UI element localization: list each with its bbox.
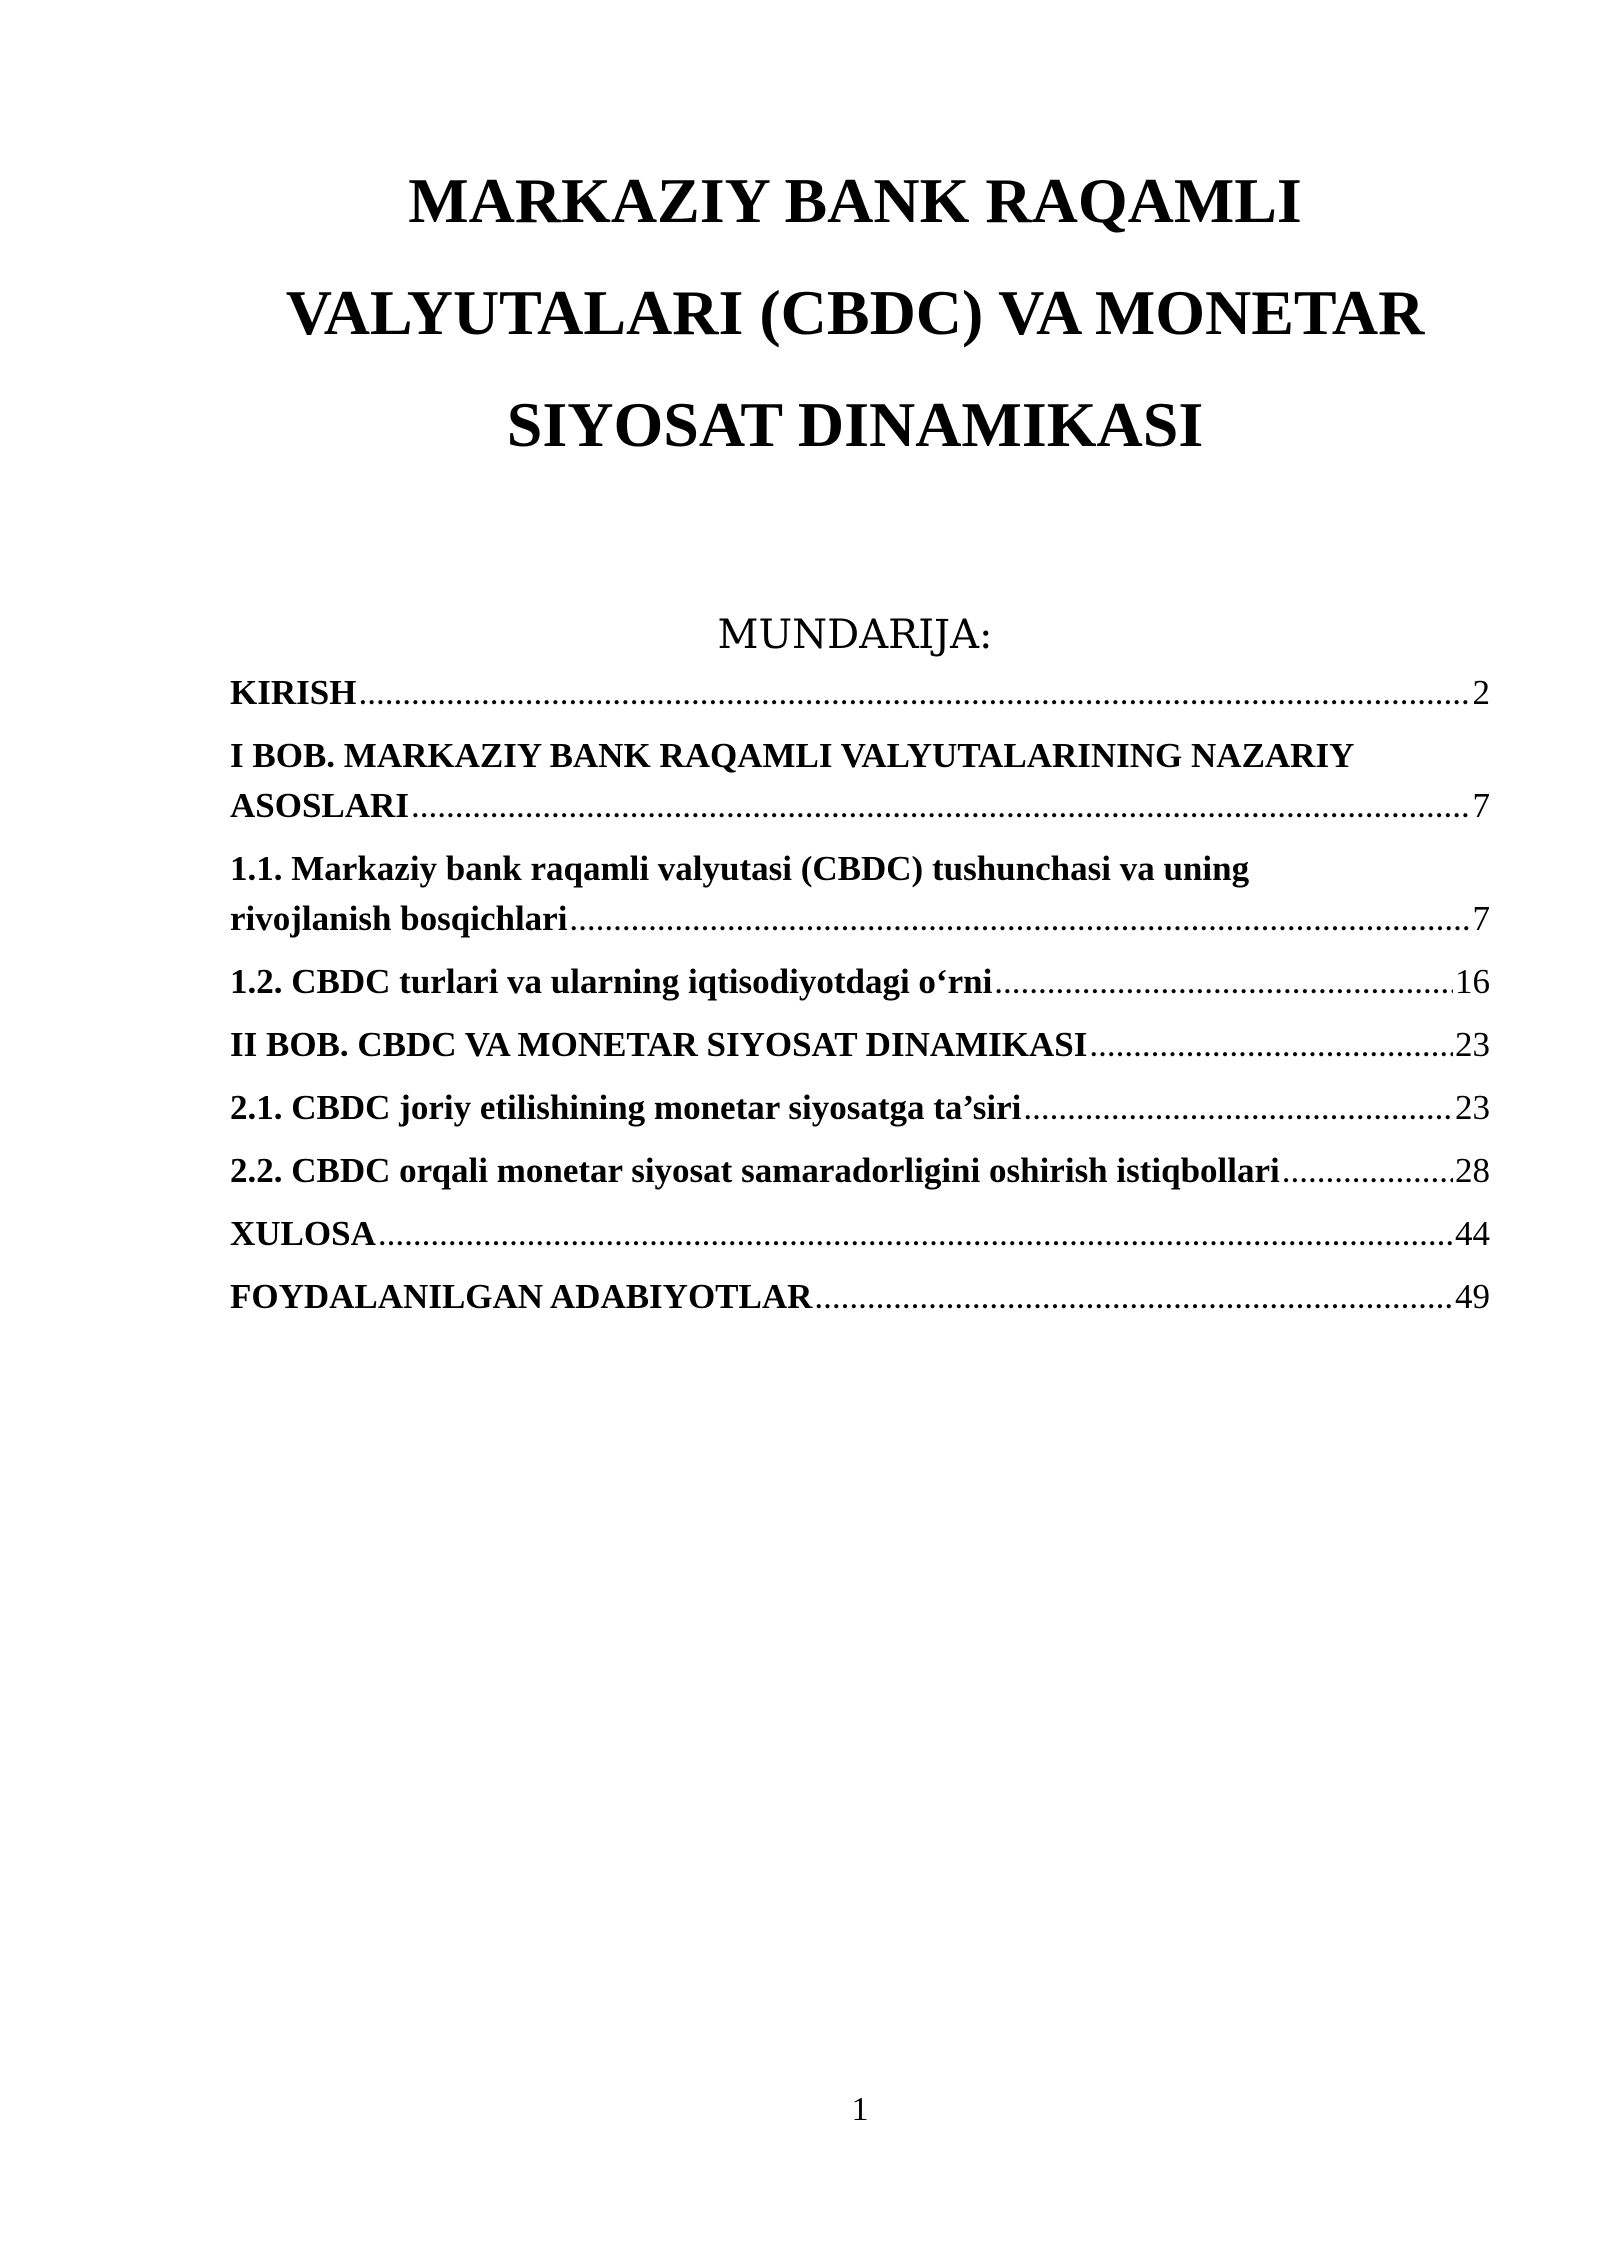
toc-entry-page: 49 — [1455, 1277, 1490, 1316]
toc-line — [230, 1146, 1490, 1196]
table-of-contents — [230, 668, 1490, 1335]
title-line: SIYOSAT DINAMIKASI — [506, 389, 1204, 460]
toc-entry-label: XULOSA — [230, 1214, 376, 1253]
toc-heading: MUNDARIJA: — [717, 612, 993, 658]
toc-entry-label: II BOB. CBDC VA MONETAR SIYOSAT DINAMIKASI — [230, 1025, 1088, 1064]
toc-entry-page: 28 — [1455, 1151, 1490, 1190]
toc-entry-section-2-1[interactable] — [230, 1083, 1490, 1133]
toc-leader-dots — [1089, 1020, 1453, 1070]
toc-line — [230, 894, 1490, 944]
toc-entry-label: 2.2. CBDC orqali monetar siyosat samaradorligini oshirish istiqbollari — [230, 1151, 1280, 1190]
toc-entry-section-1-2[interactable] — [230, 957, 1490, 1007]
toc-entry-page: 16 — [1455, 962, 1490, 1001]
toc-entry-page: 7 — [1472, 899, 1490, 938]
toc-entry-chapter-1[interactable] — [230, 731, 1490, 831]
toc-entry-first-line: I BOB. MARKAZIY BANK RAQAMLI VALYUTALARINING NAZARIY — [230, 736, 1355, 775]
toc-entry-label: KIRISH — [230, 673, 357, 712]
toc-leader-dots — [814, 1272, 1453, 1322]
toc-entry-page: 2 — [1472, 673, 1490, 712]
toc-entry-xulosa[interactable] — [230, 1209, 1490, 1259]
toc-entry-page: 23 — [1455, 1025, 1490, 1064]
title-line: VALYUTALARI (CBDC) VA MONETAR — [285, 277, 1425, 348]
toc-line — [230, 957, 1490, 1007]
page-number: 1 — [851, 2091, 869, 2128]
toc-line — [230, 781, 1490, 831]
toc-entry-kirish[interactable] — [230, 668, 1490, 718]
toc-leader-dots — [378, 1209, 1453, 1259]
toc-leader-dots — [358, 668, 1470, 718]
toc-line — [230, 1272, 1490, 1322]
toc-entry-label: rivojlanish bosqichlari — [230, 899, 568, 938]
toc-line — [230, 1020, 1490, 1070]
toc-entry-label: 1.2. CBDC turlari va ularning iqtisodiyotdagi o‘rni — [230, 962, 993, 1001]
toc-leader-dots — [569, 894, 1470, 944]
toc-leader-dots — [1023, 1083, 1453, 1133]
toc-line — [230, 1209, 1490, 1259]
toc-entry-section-2-2[interactable] — [230, 1146, 1490, 1196]
toc-entry-label: FOYDALANILGAN ADABIYOTLAR — [230, 1277, 813, 1316]
toc-entry-page: 23 — [1455, 1088, 1490, 1127]
toc-line — [230, 668, 1490, 718]
toc-entry-section-1-1[interactable] — [230, 844, 1490, 944]
toc-entry-first-line: 1.1. Markaziy bank raqamli valyutasi (CBDC) tushunchasi va uning — [230, 849, 1250, 888]
toc-entry-page: 44 — [1455, 1214, 1490, 1253]
toc-entry-page: 7 — [1472, 786, 1490, 825]
toc-entry-references[interactable] — [230, 1272, 1490, 1322]
toc-leader-dots — [994, 957, 1453, 1007]
toc-entry-label: 2.1. CBDC joriy etilishining monetar siyosatga ta’siri — [230, 1088, 1022, 1127]
document-title — [230, 145, 1480, 481]
toc-leader-dots — [1282, 1146, 1453, 1196]
title-line: MARKAZIY BANK RAQAMLI — [408, 165, 1302, 236]
toc-entry-label: ASOSLARI — [230, 786, 409, 825]
toc-line — [230, 1083, 1490, 1133]
toc-leader-dots — [411, 781, 1471, 831]
toc-entry-chapter-2[interactable] — [230, 1020, 1490, 1070]
